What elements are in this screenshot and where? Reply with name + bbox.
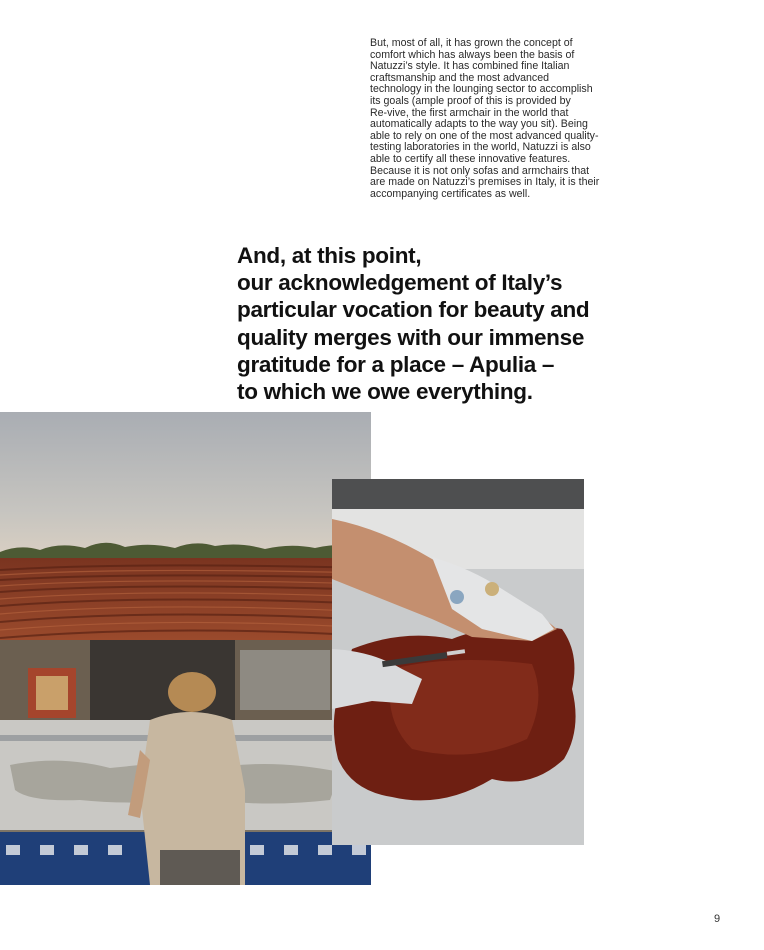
pull-quote-line: And, at this point, [237,243,422,268]
pull-quote-line: quality merges with our immense [237,324,585,350]
factory-worker-photo [0,640,371,885]
body-line: Because it is not only sofas and armchairs that [370,164,590,177]
body-line: comfort which has always been the basis of [370,48,575,61]
body-line: But, most of all, it has grown the concept of [370,37,573,49]
body-line: testing laboratories in the world, Natuzzi is also [370,141,591,154]
body-line: automatically adapts to the way you sit). Being [370,118,588,131]
body-line: craftsmanship and the most advanced [370,71,550,84]
body-line: able to certify all these innovative features. [370,152,571,165]
body-line: able to rely on one of the most advanced quality- [370,129,599,142]
pull-quote-line: particular vocation for beauty and [237,297,590,323]
leather-marking-photo [332,479,584,845]
body-line: technology in the lounging sector to accomplish [370,83,593,96]
body-paragraph [370,38,632,200]
page-number: 9 [714,913,721,925]
body-line: Natuzzi’s style. It has combined fine Italian [370,60,570,73]
body-line: Re-vive, the first armchair in the world that [370,106,569,119]
field-photo [0,412,371,640]
body-line: accompanying certificates as well. [370,187,531,200]
pull-quote [237,242,657,405]
body-line: its goals (ample proof of this is provided by [370,94,571,107]
pull-quote-line: our acknowledgement of Italy’s [237,270,563,296]
body-line: are made on Natuzzi’s premises in Italy, it is their [370,176,600,189]
pull-quote-line: gratitude for a place – Apulia – [237,351,555,377]
pull-quote-line: to which we owe everything. [237,379,533,405]
